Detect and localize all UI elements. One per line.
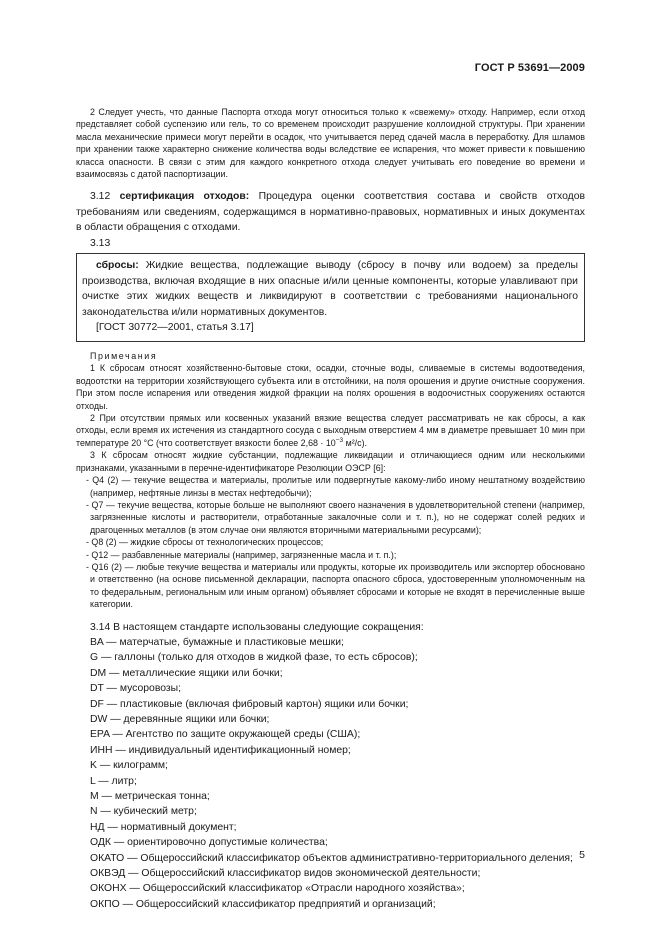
notes-title: Примечания <box>90 351 158 362</box>
abbreviations-list <box>76 620 585 913</box>
term-box-sbrosy <box>76 253 585 342</box>
abbreviation-item: ОКВЭД — Общероссийский классификатор видов экономической деятельности; <box>90 868 481 880</box>
section-3-12 <box>76 189 585 235</box>
note-3: 3 К сбросам относят жидкие субстанции, подлежащие ликвидации и отличающиеся одним или несколькими признаками, указанными в перечне-идентификаторе Резолюции ОЭСР [6]: <box>76 450 585 473</box>
list-item: - Q4 (2) — текучие вещества и материалы, пролитые или подвергнутые какому-либо иному нештатному воздействию (например, нефтяные линзы в местах нефтедобычи); <box>86 475 585 498</box>
abbreviation-item: DT — мусоровозы; <box>90 683 181 695</box>
section-number: 3.12 <box>90 191 111 203</box>
abbreviation-item: L — литр; <box>90 775 137 787</box>
list-item: - Q16 (2) — любые текучие вещества и материалы или продукты, которые их производитель или экспортер обосновано и ответственно (на основе письменной декларации, паспорта опасного сброса, удостоверенным уполномоченным на то федеральным, региональным или иным органом) объявляет сбросами и которые не входят в перечисленные выше категории. <box>86 561 585 610</box>
page-number: 5 <box>579 849 585 861</box>
abbreviation-item: ОКОНХ — Общероссийский классификатор «Отрасли народного хозяйства»; <box>90 883 465 895</box>
abbreviation-item: BA — матерчатые, бумажные и пластиковые мешки; <box>90 636 344 648</box>
abbreviation-item: M — метрическая тонна; <box>90 791 210 803</box>
section-3-14-intro: 3.14 В настоящем стандарте использованы следующие сокращения: <box>90 621 424 633</box>
abbreviation-item: ОКПО — Общероссийский классификатор предприятий и организаций; <box>90 898 436 910</box>
abbreviation-item: DF — пластиковые (включая фибровый картон) ящики или бочки; <box>90 698 409 710</box>
document-header: ГОСТ Р 53691—2009 <box>474 62 585 74</box>
note-2: 2 При отсутствии прямых или косвенных указаний вязкие вещества следует рассматривать не как сбросы, а как отходы, если время их истечения из стандартного сосуда с выходным отверстием 4 мм в диаметре превышает 10 мин при температуре 20 °С (что соответствует вязкости более $2,68 \cdot 10^{-3}$ м²/с). <box>76 413 585 448</box>
term-definition <box>82 258 578 320</box>
abbreviation-item: K — килограмм; <box>90 760 168 772</box>
term: сертификация отходов: <box>119 191 250 203</box>
abbreviation-item: ИНН — индивидуальный идентификационный номер; <box>90 744 351 756</box>
source-reference: [ГОСТ 30772—2001, статья 3.17] <box>96 322 254 334</box>
list-item: - Q8 (2) — жидкие сбросы от технологических процессов; <box>86 537 324 548</box>
abbreviation-item: НД — нормативный документ; <box>90 821 237 833</box>
definition: Процедура оценки соответствия состава и свойств отходов требованиям или сведениям, содержащимся в нормативно-правовых, нормативных и иных документах в области обращения с отходами. <box>76 191 586 234</box>
abbreviation-item: ОДК — ориентировочно допустимые количества; <box>90 837 328 849</box>
note-paragraph: 2 Следует учесть, что данные Паспорта отхода могут относиться только к «свежему» отходу. Например, если отход представляет собой суспензию или гель, то со временем происходит разрушение коллоидной структуры. При хранении масла механические примеси могут перейти в осадок, что учитывается перед сдачей масла в переработку. Для шламов при хранении также характерно снижение количества воды вследствие ее испарения, что может привести к повышению класса опасности. В связи с этим для каждого конкретного отхода следует учитывать его поведение во времени и взаимосвязь с датой паспортизации. <box>76 107 585 180</box>
note-1: 1 К сбросам относят хозяйственно-бытовые стоки, осадки, сточные воды, сливаемые в системы водоотведения, водоотстки на территории хозяйствующего субъекта или в отстойники, на поля орошения и другие очистные сооружения. При этом после испарения или отведения жидкой фракции на полях орошения в водоочистных сооружениях остаются отходы. <box>76 363 585 411</box>
list-item: - Q7 — текучие вещества, которые больше не выполняют своего назначения в удовлетворительной степени (например, загрязненные кислоты и растворители, отработанные закалочные соли и т. п.), но не содержат солей редких и драгоценных металлов (в этом случае они являются вторичными материальными ресурсами); <box>86 499 585 535</box>
page-content <box>76 106 585 912</box>
abbreviation-item: EPA — Агентство по защите окружающей среды (США); <box>90 729 361 741</box>
abbreviation-item: DW — деревянные ящики или бочки; <box>90 714 270 725</box>
abbreviation-item: ОКАТО — Общероссийский классификатор объектов административно-территориального деления; <box>90 852 573 864</box>
abbreviation-item: N — кубический метр; <box>90 806 197 818</box>
definition: Жидкие вещества, подлежащие выводу (сбросу в почву или водоем) за пределы производства, включая входящие в них опасные и/или ценные компоненты, которые улавливают при очистке этих жидких веществ и ликвидируют в соответствии с требованиями национального законодательства и/или нормативных документов. <box>82 260 578 318</box>
list-item: - Q12 — разбавленные материалы (например, загрязненные масла и т. п.); <box>86 549 397 560</box>
section-3-13-number: 3.13 <box>90 237 111 249</box>
term: сбросы: <box>96 260 139 272</box>
abbreviation-item: G — галлоны (только для отходов в жидкой фазе, то есть сбросов); <box>90 652 418 664</box>
abbreviation-item: DM — металлические ящики или бочки; <box>90 667 283 679</box>
